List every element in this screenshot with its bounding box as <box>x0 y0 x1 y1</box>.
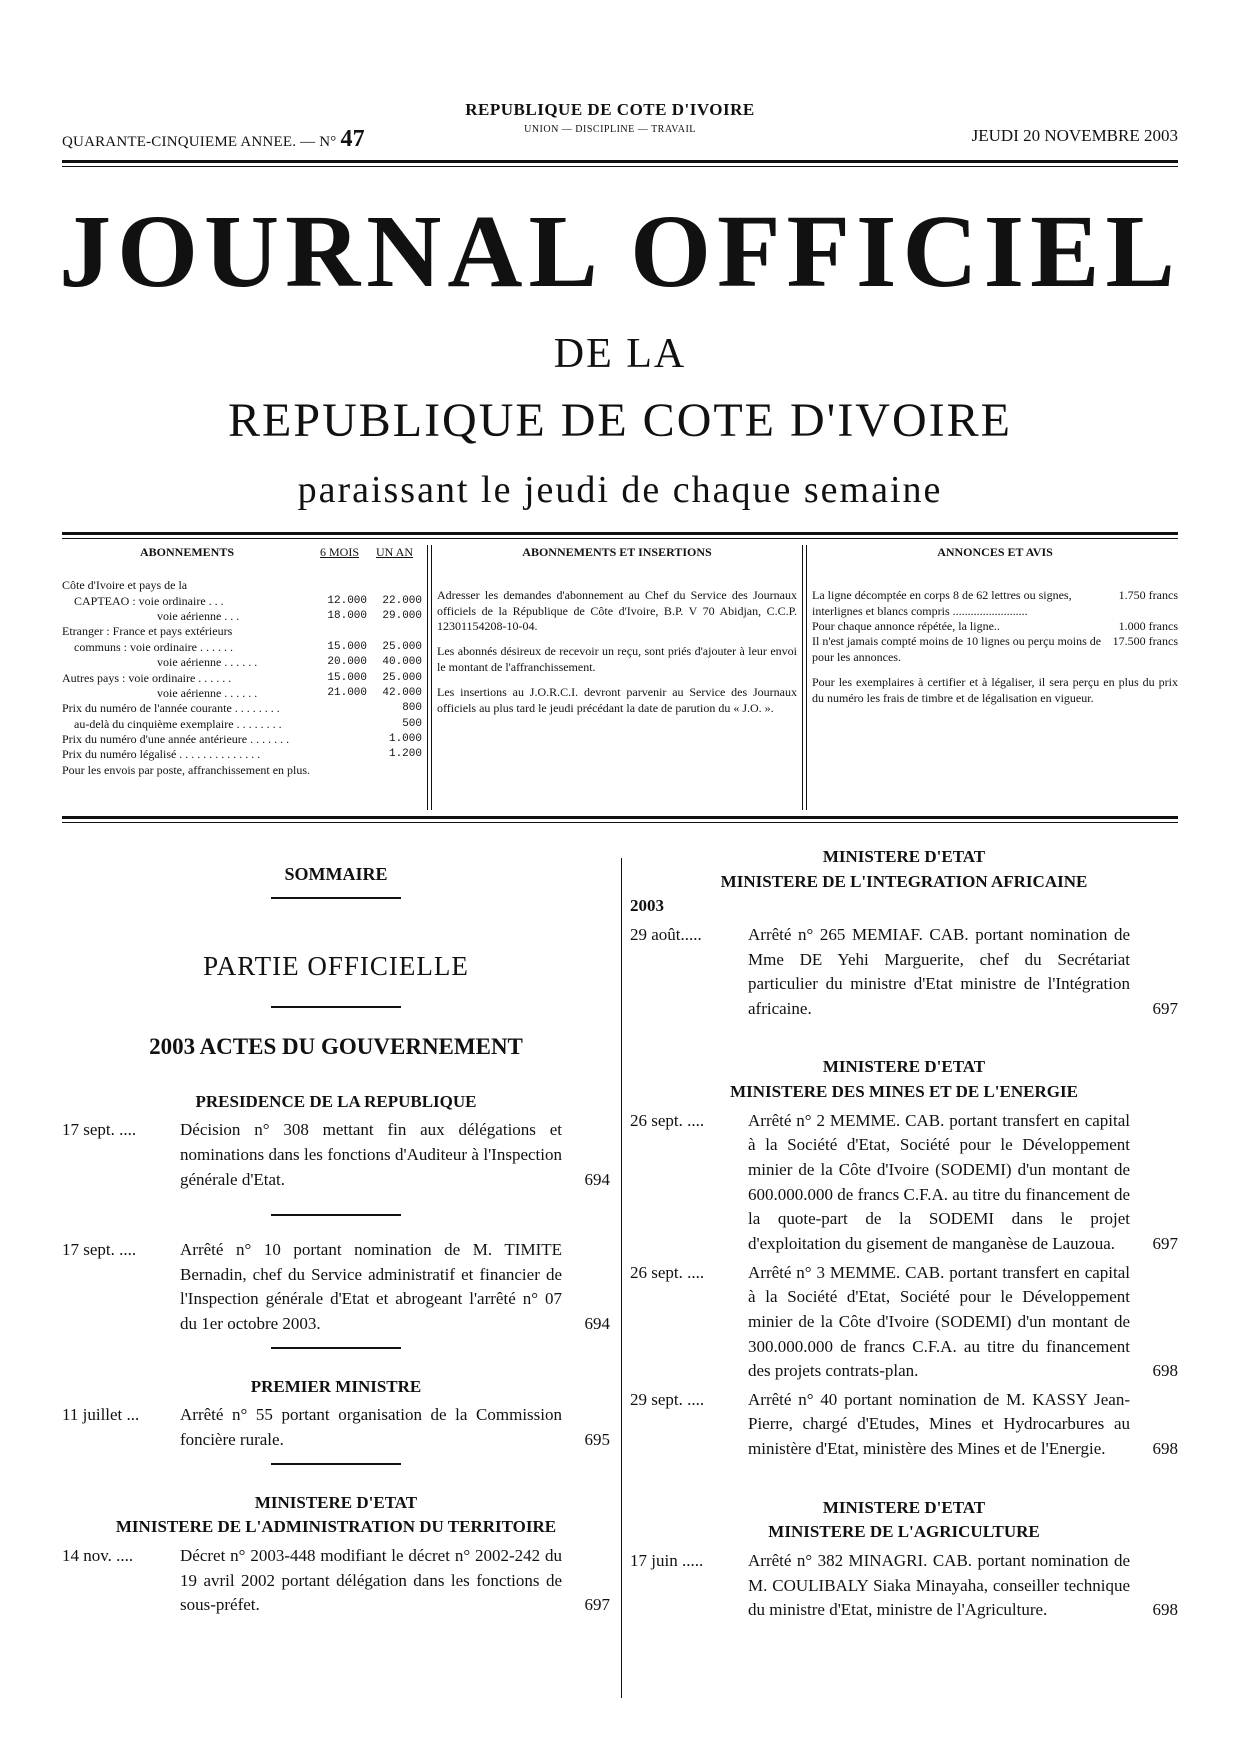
abonnement-6mois: 18.000 <box>327 610 367 623</box>
annonce-text: La ligne décomptée en corps 8 de 62 lettres ou signes, interlignes et blancs compris ......................... <box>812 588 1072 618</box>
section-subtitle: MINISTERE DE L'INTEGRATION AFRICAINE <box>720 871 1088 891</box>
header-rule <box>62 160 1178 163</box>
abonnement-6mois <box>312 732 367 747</box>
box-divider <box>427 545 432 810</box>
actes-gouvernement: 2003 ACTES DU GOUVERNEMENT <box>149 1034 523 1060</box>
boxes-rule <box>62 816 1178 819</box>
sommaire-section <box>62 1090 610 1349</box>
entry-page: 697 <box>1152 998 1178 1018</box>
issue-info <box>62 126 365 153</box>
journal-title: JOURNAL OFFICIEL <box>59 194 1181 309</box>
insertions-p3: Les insertions au J.O.R.C.I. devront parvenir au Service des Journaux officiels au plus tard le jeudi précédant la date de parution du « J.O. ». <box>437 685 797 715</box>
sommaire-entry <box>630 923 1178 1022</box>
entry-text: Arrêté n° 3 MEMME. CAB. portant transfert en capital à la Société d'Etat, Société pour le Développement minier de la Côte d'Ivoire (SODEMI) d'un montant de 300.000.000 de francs C.F.A. au titre du financement des projets contrats-plan. <box>748 1262 1130 1381</box>
sommaire-entry <box>62 1544 610 1618</box>
annonce-price: 1.000 francs <box>1118 619 1178 634</box>
republic-name: REPUBLIQUE DE COTE D'IVOIRE <box>465 100 755 119</box>
abonnement-label: communs : voie ordinaire . . . . . . <box>74 639 233 654</box>
abonnement-row <box>62 640 422 655</box>
entry-date: 26 sept. .... <box>630 1262 705 1282</box>
abonnement-unan: 25.000 <box>382 640 422 653</box>
section-title: MINISTERE D'ETAT <box>822 847 986 866</box>
left-sections <box>62 1090 610 1618</box>
abonnement-6mois <box>312 701 367 716</box>
abonnement-row <box>62 671 422 686</box>
short-rule <box>271 1347 401 1349</box>
abonnement-unan <box>367 578 422 593</box>
abonnement-row <box>62 578 422 593</box>
abonnement-unan <box>367 624 422 639</box>
abonnement-6mois <box>312 747 367 762</box>
partie-officielle: PARTIE OFFICIELLE <box>203 951 469 982</box>
entry-text: Arrêté n° 265 MEMIAF. CAB. portant nomination de Mme DE Yehi Marguerite, chef du Secrétariat particulier du ministre d'Etat ministre de l'Intégration africaine. <box>748 924 1130 1018</box>
col-6mois: 6 MOIS <box>319 545 359 559</box>
abonnements-header <box>62 545 422 560</box>
abonnement-unan: 42.000 <box>382 686 422 699</box>
abonnement-6mois: 15.000 <box>327 671 367 684</box>
sommaire-section <box>62 1491 610 1618</box>
section-subtitle: MINISTERE DE L'ADMINISTRATION DU TERRITOIRE <box>115 1517 557 1537</box>
entry-date: 29 sept. .... <box>630 1389 705 1409</box>
abonnement-row <box>62 609 422 624</box>
masthead-de-la: DE LA <box>553 331 687 377</box>
abonnement-6mois: 15.000 <box>327 640 367 653</box>
abonnement-unan <box>367 763 422 778</box>
header-rule-thin <box>62 166 1178 167</box>
issue-date: JEUDI 20 NOVEMBRE 2003 <box>971 126 1178 145</box>
entry-page: 694 <box>584 1169 610 1189</box>
abonnement-label: Pour les envois par poste, affranchissement en plus. <box>62 762 311 777</box>
abonnement-row <box>62 717 422 732</box>
sommaire-section <box>630 1496 1178 1623</box>
entry-text: Décret n° 2003-448 modifiant le décret n° 2002-242 du 19 avril 2002 portant délégation dans les fonctions de sous-préfet. <box>180 1545 562 1615</box>
section-title: MINISTERE D'ETAT <box>822 1057 986 1077</box>
entry-date: 14 nov. .... <box>62 1545 134 1565</box>
short-rule <box>271 1463 401 1465</box>
entry-text: Arrêté n° 40 portant nomination de M. KASSY Jean-Pierre, chargé d'Etudes, Mines et Hydrocarbures au ministère d'Etat, ministère des Mines et de l'Energie. <box>748 1389 1130 1459</box>
abonnement-unan: 22.000 <box>382 594 422 607</box>
entry-page: 697 <box>584 1595 610 1615</box>
abonnement-unan: 25.000 <box>382 671 422 684</box>
abonnement-unan: 40.000 <box>382 656 422 669</box>
abonnement-row <box>62 747 422 762</box>
abonnements-title: ABONNEMENTS <box>139 545 234 559</box>
entry-page: 698 <box>1152 1600 1178 1620</box>
masthead-republic: REPUBLIQUE DE COTE D'IVOIRE <box>228 394 1012 447</box>
annonce-line-3 <box>812 634 1178 665</box>
sommaire-entry <box>630 1549 1178 1623</box>
motto: UNION — DISCIPLINE — TRAVAIL <box>524 124 696 135</box>
sommaire-entry <box>630 1109 1178 1257</box>
entry-text: Arrêté n° 10 portant nomination de M. TIMITE Bernadin, chef du Service administratif et financier de l'Inspection générale d'Etat et abrogeant l'arrêté n° 07 du 1er octobre 2003. <box>180 1240 562 1334</box>
section-subtitle: MINISTERE DES MINES ET DE L'ENERGIE <box>730 1082 1078 1102</box>
annonce-price: 1.750 francs <box>1118 588 1178 603</box>
republic-heading <box>420 100 800 135</box>
abonnement-6mois <box>312 717 367 732</box>
short-rule <box>271 1006 401 1008</box>
entry-page: 695 <box>584 1429 610 1449</box>
abonnement-label: CAPTEAO : voie ordinaire . . . <box>74 593 224 608</box>
boxes-rule-thin <box>62 822 1178 823</box>
insertions-p2: Les abonnés désireux de recevoir un reçu, sont priés d'ajouter à leur envoi le montant de l'affranchissement. <box>437 644 797 674</box>
entry-date: 26 sept. .... <box>630 1110 705 1130</box>
entry-text: Arrêté n° 382 MINAGRI. CAB. portant nomination de M. COULIBALY Siaka Minayaha, conseiller technique du ministre d'Etat, ministre de l'Agriculture. <box>748 1551 1130 1620</box>
abonnement-row <box>62 732 422 747</box>
abonnement-6mois <box>312 763 367 778</box>
annonces-header: ANNONCES ET AVIS <box>937 545 1053 559</box>
abonnement-label: voie aérienne . . . <box>157 609 240 624</box>
abonnements-rows <box>62 578 422 778</box>
abonnement-row <box>62 763 422 778</box>
abonnement-row <box>62 655 422 670</box>
entry-text: Arrêté n° 2 MEMME. CAB. portant transfert en capital à la Société d'Etat, Société pour le Développement minier de la Côte d'Ivoire (SODEMI) d'un montant de 600.000.000 de francs C.F.A. au titre du financement de la quote-part de la SODEMI dans le projet d'exploitation du gisement de manganèse de Lauzoua. <box>748 1110 1130 1253</box>
sommaire-entry <box>62 1238 610 1337</box>
abonnement-label: Autres pays : voie ordinaire . . . . . . <box>62 670 232 685</box>
abonnement-6mois <box>312 578 367 593</box>
sommaire-title: SOMMAIRE <box>284 864 388 884</box>
annonce-price: 17.500 francs <box>1112 634 1178 649</box>
column-divider <box>621 858 622 1698</box>
abonnement-6mois: 12.000 <box>327 594 367 607</box>
insertions-header: ABONNEMENTS ET INSERTIONS <box>522 545 712 559</box>
entry-page: 698 <box>1152 1439 1178 1459</box>
abonnement-label: voie aérienne . . . . . . <box>157 655 258 670</box>
abonnement-label: Prix du numéro légalisé . . . . . . . . . . . . . . <box>62 747 261 762</box>
section-subtitle: MINISTERE DE L'AGRICULTURE <box>768 1522 1040 1542</box>
annonce-line-2 <box>812 619 1178 634</box>
insertions-box <box>437 545 797 810</box>
entry-date: 17 juin ..... <box>630 1551 704 1571</box>
masthead-rule <box>62 532 1178 535</box>
sommaire-section <box>630 1055 1178 1461</box>
entry-text: Décision n° 308 mettant fin aux délégations et nominations dans les fonctions d'Auditeur à l'Inspection générale d'Etat. <box>180 1120 562 1189</box>
abonnement-label: voie aérienne . . . . . . <box>157 685 258 700</box>
short-rule <box>271 1214 401 1216</box>
issue-number: 47 <box>340 126 365 152</box>
abonnement-row <box>62 686 422 701</box>
section-title: MINISTERE D'ETAT <box>254 1492 418 1512</box>
abonnement-label: Prix du numéro de l'année courante . . . . . . . . <box>62 701 280 716</box>
annonces-p4: Pour les exemplaires à certifier et à légaliser, il sera perçu en plus du prix du numéro les frais de timbre et de légalisation en vigueur. <box>812 675 1178 705</box>
abonnement-label: Côte d'Ivoire et pays de la <box>62 578 188 593</box>
section-title: MINISTERE D'ETAT <box>822 1497 986 1517</box>
abonnement-row <box>62 624 422 639</box>
abonnement-unan: 29.000 <box>382 610 422 623</box>
section-title: PRESIDENCE DE LA REPUBLIQUE <box>195 1091 477 1111</box>
sommaire-entry <box>62 1118 610 1192</box>
sommaire-entry <box>630 1388 1178 1462</box>
insertions-p1: Adresser les demandes d'abonnement au Chef du Service des Journaux officiels de la République de Côte d'Ivoire, B.P. V 70 Abidjan, C.C.P. 12301154208-10-04. <box>437 588 797 634</box>
abonnement-unan: 1.000 <box>388 732 422 745</box>
abonnement-row <box>62 701 422 716</box>
section-year: 2003 <box>630 896 664 916</box>
abonnement-label: Prix du numéro d'une année antérieure . . . . . . . <box>62 731 290 746</box>
abonnement-unan: 500 <box>402 717 422 730</box>
sommaire-right-column <box>630 845 1178 1657</box>
sommaire-section <box>630 845 1178 1021</box>
abonnement-unan: 1.200 <box>388 748 422 761</box>
sommaire-left-column <box>62 845 610 1634</box>
entry-page: 694 <box>584 1314 610 1334</box>
abonnement-label: Etranger : France et pays extérieurs <box>62 624 233 639</box>
entry-text: Arrêté n° 55 portant organisation de la Commission foncière rurale. <box>180 1405 562 1449</box>
masthead-rule-thin <box>62 538 1178 539</box>
annonce-text: Il n'est jamais compté moins de 10 lignes ou perçu moins de pour les annonces. <box>812 634 1102 664</box>
right-sections <box>630 845 1178 1623</box>
annee-label: QUARANTE-CINQUIEME ANNEE. — N° <box>62 134 337 150</box>
abonnement-6mois <box>312 624 367 639</box>
abonnement-6mois: 20.000 <box>327 656 367 669</box>
abonnement-unan: 800 <box>402 702 422 715</box>
entry-date: 29 août..... <box>630 924 702 944</box>
annonce-line-1 <box>812 588 1178 619</box>
short-rule <box>271 897 401 899</box>
col-unan: UN AN <box>375 545 413 559</box>
entry-page: 698 <box>1152 1361 1178 1381</box>
annonce-text: Pour chaque annonce répétée, la ligne.. <box>812 619 1000 634</box>
entry-date: 11 juillet ... <box>62 1405 140 1425</box>
abonnement-label: au-delà du cinquième exemplaire . . . . . . . . <box>74 716 282 731</box>
abonnements-box <box>62 545 422 810</box>
section-title: PREMIER MINISTRE <box>250 1376 422 1396</box>
abonnement-6mois: 21.000 <box>327 686 367 699</box>
sommaire-entry <box>62 1403 610 1452</box>
entry-page: 697 <box>1152 1233 1178 1253</box>
annonces-box <box>812 545 1178 810</box>
box-divider <box>802 545 807 810</box>
entry-date: 17 sept. .... <box>62 1120 137 1140</box>
entry-date: 17 sept. .... <box>62 1240 137 1260</box>
sommaire-section <box>62 1375 610 1465</box>
sommaire-entry <box>630 1261 1178 1384</box>
abonnement-row <box>62 594 422 609</box>
masthead-parution: paraissant le jeudi de chaque semaine <box>297 469 943 511</box>
